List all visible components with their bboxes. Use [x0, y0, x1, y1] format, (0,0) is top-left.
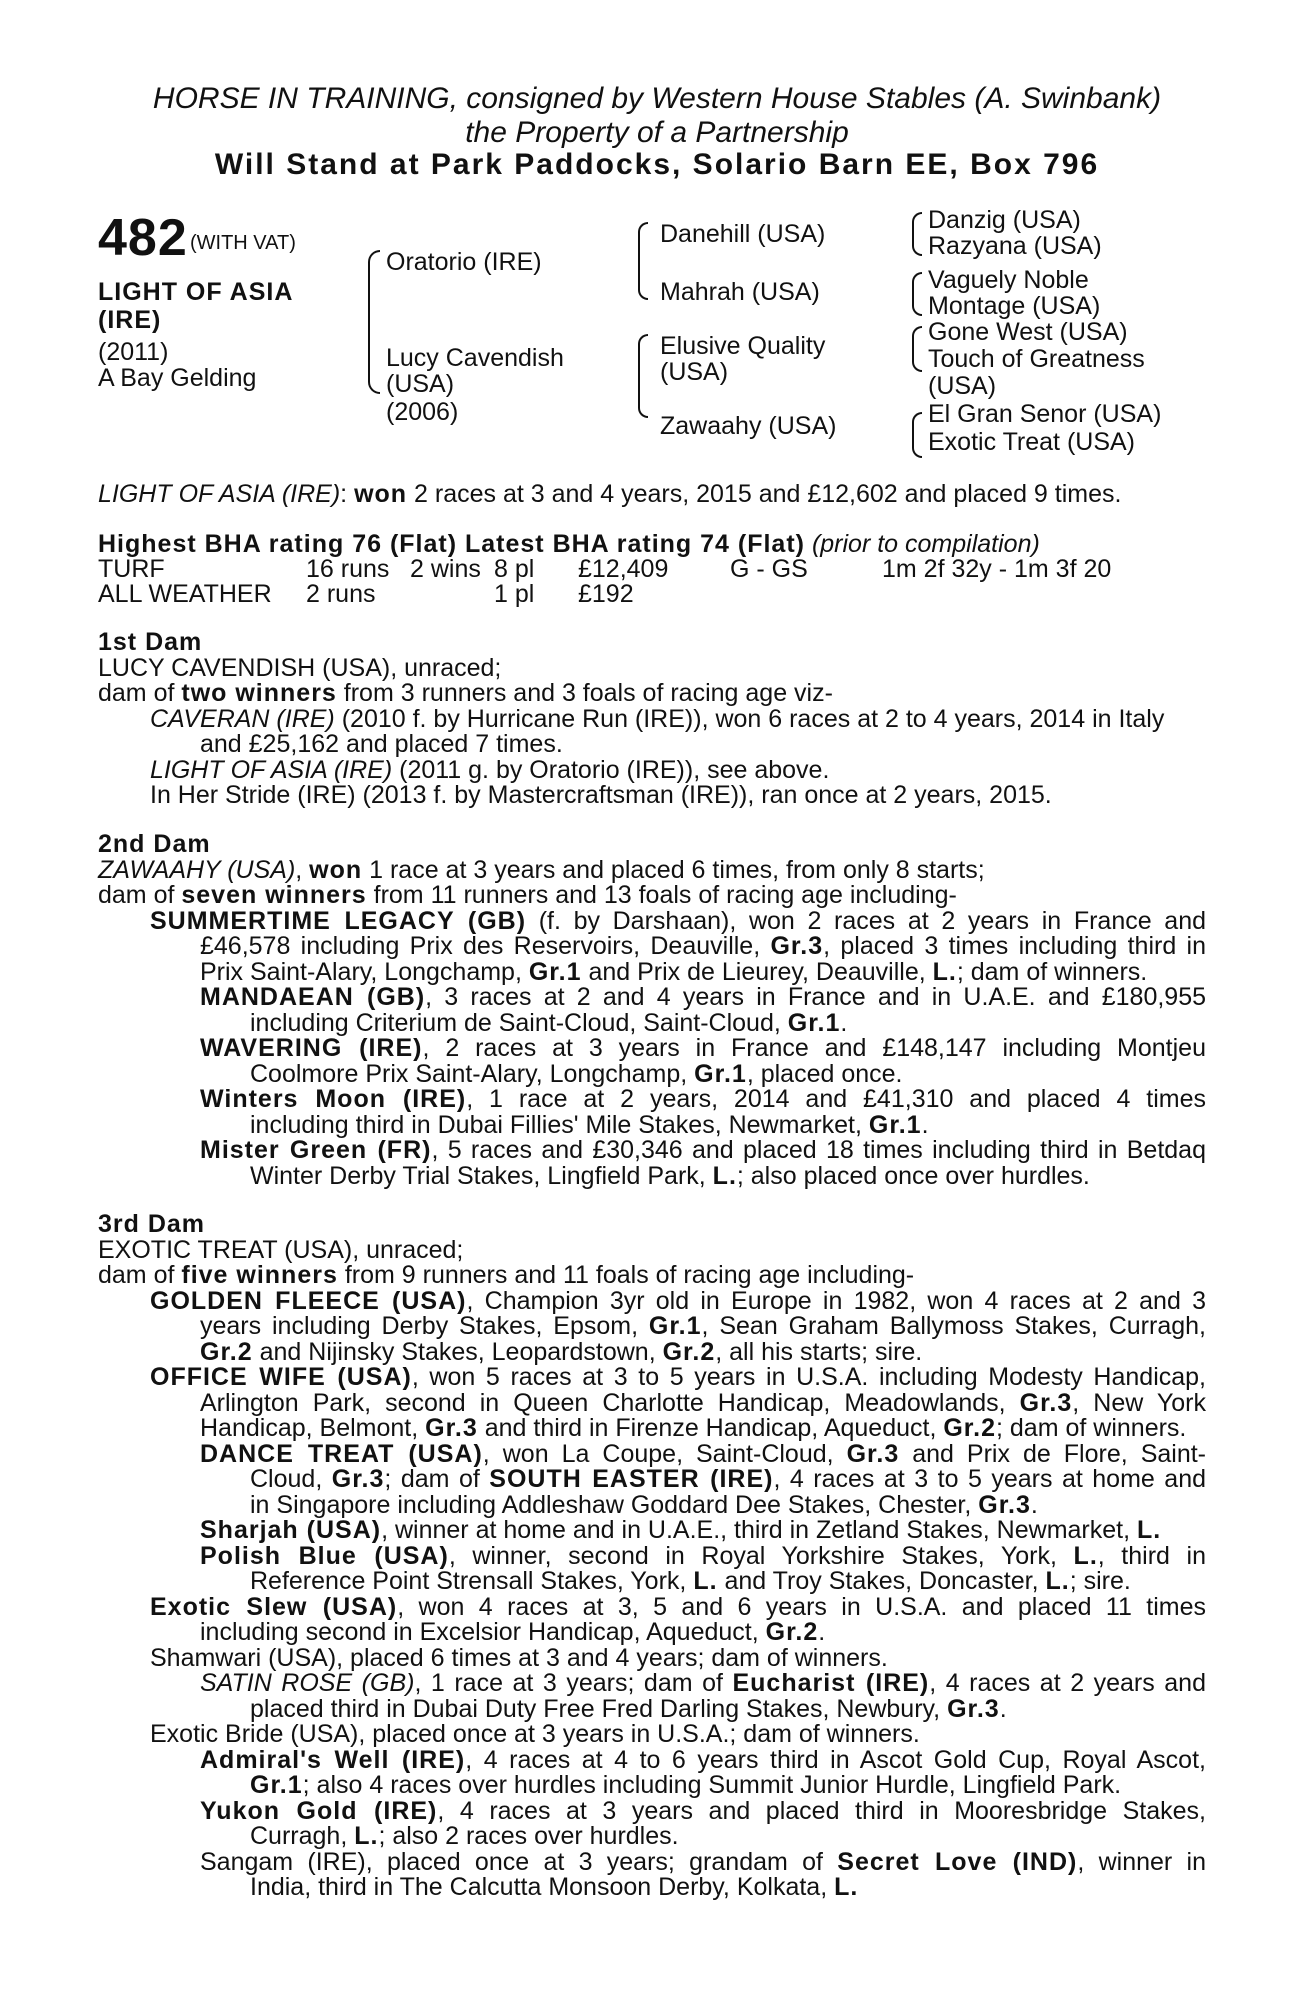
t: L.: [712, 1161, 737, 1190]
t: , winner at home and in U.A.E., third in Zetland Stakes, Newmarket,: [381, 1516, 1137, 1544]
t: Gr.3: [425, 1414, 478, 1442]
dam3-line: [98, 1824, 1206, 1850]
t: including Criterium de Saint-Cloud, Saint-Cloud,: [250, 1008, 788, 1037]
dam3-line: [98, 1569, 1206, 1595]
t: , third in: [1097, 1541, 1206, 1570]
dam2-line: [98, 1059, 1206, 1088]
pedigree-sire-sire: Danehill (USA): [660, 220, 826, 248]
t: , 3 races at 2 and 4 years in France and in U.A.E. and £180,955: [425, 983, 1206, 1011]
t: (f. by Darshaan), won 2 races at 2 years in France and: [526, 906, 1207, 935]
pedigree-g2: Razyana (USA): [928, 232, 1102, 260]
t: Polish Blue (USA): [200, 1541, 449, 1570]
t: , New York: [1072, 1388, 1206, 1417]
t: Gr.2: [662, 1337, 716, 1366]
t: L.: [932, 957, 957, 986]
t: MANDAEAN (GB): [200, 983, 426, 1011]
dam3-heading: 3rd Dam: [98, 1210, 206, 1238]
ratings-cell: 1m 2f 32y - 1m 3f 20: [882, 555, 1112, 583]
t: , Sean Graham Ballymoss Stakes, Curragh,: [701, 1312, 1206, 1340]
dam3-line: [98, 1467, 1206, 1493]
pedigree-bracket-g2: [912, 272, 922, 316]
t: SOUTH EASTER (IRE): [489, 1465, 774, 1493]
pedigree-dam-2: (USA): [386, 370, 455, 398]
dam1-line: [98, 704, 1206, 733]
pedigree-dam-3: (2006): [386, 398, 459, 426]
t: OFFICE WIFE (USA): [150, 1363, 412, 1391]
t: LIGHT OF ASIA (IRE): [150, 755, 393, 784]
t: in Singapore including Addleshaw Goddard Dee Stakes, Chester,: [250, 1490, 979, 1519]
t: ; also 4 races over hurdles including Summit Junior Hurdle, Lingfield Park.: [302, 1771, 1122, 1799]
t: Gr.1: [868, 1110, 922, 1139]
pedigree-bracket-g3: [912, 326, 922, 372]
pedigree-sire-dam: Mahrah (USA): [660, 278, 820, 306]
ratings-cell: 2 wins: [410, 555, 481, 583]
t: 1 race at 3 years and placed 6 times, from only 8 starts;: [362, 855, 985, 884]
dam3-line: [98, 1263, 1206, 1289]
t: Gr.1: [528, 957, 582, 986]
horse-year: (2011): [98, 338, 169, 366]
t: .: [999, 1694, 1007, 1723]
ratings-note: (prior to compilation): [811, 530, 1040, 558]
t: ; also 2 races over hurdles.: [378, 1822, 679, 1850]
pedigree-dam-dam: Zawaahy (USA): [660, 412, 837, 440]
pedigree-g7: El Gran Senor (USA): [928, 400, 1162, 428]
t: Curragh,: [250, 1822, 355, 1850]
t: Cloud,: [250, 1465, 332, 1493]
t: L.: [354, 1822, 379, 1850]
dam3-line: [98, 1337, 1206, 1366]
t: GOLDEN FLEECE (USA): [150, 1286, 467, 1315]
dam2-line: [98, 1138, 1206, 1164]
t: , placed 3 times including third in: [823, 932, 1206, 960]
dam2-line: [98, 1110, 1206, 1139]
t: including second in Excelsior Handicap, Aqueduct,: [200, 1618, 766, 1646]
t: , won La Coupe, Saint-Cloud,: [482, 1439, 847, 1468]
t: seven winners: [181, 881, 367, 909]
t: , 1 race at 3 years; dam of: [414, 1669, 733, 1697]
t: Gr.3: [1019, 1388, 1073, 1417]
t: won: [309, 855, 363, 884]
dam3-line: [98, 1796, 1206, 1825]
t: ZAWAAHY (USA): [98, 855, 296, 884]
summary-colon: :: [340, 480, 348, 508]
t: five winners: [181, 1261, 338, 1289]
t: WAVERING (IRE): [200, 1034, 423, 1062]
t: dam of: [98, 1261, 182, 1289]
t: SATIN ROSE (GB): [200, 1669, 415, 1697]
ratings-cell: 16 runs: [306, 555, 390, 583]
t: Secret Love (IND): [837, 1847, 1078, 1876]
dam1-line: [98, 755, 1206, 784]
t: , 4 races at 3 to 5 years at home and: [773, 1465, 1207, 1493]
t: L.: [1137, 1516, 1162, 1544]
t: India, third in The Calcutta Monsoon Derby, Kolkata,: [250, 1873, 835, 1901]
pedigree-g4: Montage (USA): [928, 292, 1101, 320]
dam3-line: [98, 1541, 1206, 1570]
horse-description: A Bay Gelding: [98, 364, 257, 392]
dam1-heading: 1st Dam: [98, 628, 203, 656]
t: (2010 f. by Hurricane Run (IRE)), won 6 races at 2 to 4 years, 2014 in Italy: [334, 704, 1165, 733]
t: Mister Green (FR): [200, 1136, 432, 1164]
t: and Prix de Lieurey, Deauville,: [581, 957, 933, 986]
dam2-section: [98, 832, 1206, 1189]
t: ; dam of: [384, 1465, 490, 1493]
dam2-line: [98, 883, 1206, 909]
t: £46,578 including Prix des Reservoirs, Deauville,: [200, 932, 771, 960]
dam3-line: [98, 1671, 1206, 1697]
lot-vat: (WITH VAT): [190, 232, 296, 254]
pedigree-dam-sire-1: Elusive Quality: [660, 332, 826, 360]
summary-won: won: [354, 480, 408, 508]
dam3-line: [98, 1439, 1206, 1468]
t: , won 4 races at 3, 5 and 6 years in U.S.A. and placed 11 times: [397, 1592, 1206, 1621]
t: Admiral's Well (IRE): [200, 1745, 466, 1774]
dam1-line: and £25,162 and placed 7 times.: [200, 730, 563, 758]
dam3-line: [98, 1490, 1206, 1519]
t: Gr.3: [947, 1694, 1000, 1723]
t: (2011 g. by Oratorio (IRE)), see above.: [392, 755, 830, 784]
t: from 9 runners and 11 foals of racing age including-: [337, 1261, 915, 1289]
dam2-line: [98, 934, 1206, 960]
t: L.: [1045, 1567, 1070, 1595]
dam3-line: [98, 1388, 1206, 1417]
t: L.: [693, 1567, 718, 1595]
dam1-line: [98, 681, 1206, 707]
dam2-line: [98, 985, 1206, 1011]
t: .: [840, 1008, 848, 1037]
ratings-cell: 2 runs: [306, 580, 376, 608]
t: DANCE TREAT (USA): [200, 1439, 483, 1468]
t: , 4 races at 2 years and: [929, 1669, 1206, 1697]
t: dam of: [98, 881, 182, 909]
ratings-cell: 1 pl: [494, 580, 535, 608]
t: , 5 races and £30,346 and placed 18 times including third in Betdaq: [431, 1136, 1206, 1164]
race-summary: [98, 480, 1121, 509]
t: Gr.2: [943, 1414, 997, 1442]
ratings-cell: £12,409: [578, 555, 669, 583]
t: two winners: [181, 679, 337, 707]
t: Gr.3: [846, 1439, 900, 1468]
pedigree-bracket-g1: [912, 212, 922, 256]
dam3-line: Exotic Bride (USA), placed once at 3 years in U.S.A.; dam of winners.: [150, 1720, 920, 1748]
t: Sharjah (USA): [200, 1516, 382, 1544]
dam1-line: In Her Stride (IRE) (2013 f. by Mastercraftsman (IRE)), ran once at 2 years, 2015.: [150, 781, 1052, 809]
ratings-heading-text: Highest BHA rating 76 (Flat) Latest BHA rating 74 (Flat): [98, 530, 805, 558]
dam3-line: [98, 1518, 1206, 1544]
t: .: [818, 1618, 826, 1646]
pedigree-bracket-sire-line: [638, 222, 648, 300]
t: including third in Dubai Fillies' Mile Stakes, Newmarket,: [250, 1110, 869, 1139]
t: Yukon Gold (IRE): [200, 1796, 438, 1825]
t: ; also placed once over hurdles.: [736, 1161, 1090, 1190]
dam1-section: [98, 630, 1206, 809]
pedigree-dam-1: Lucy Cavendish: [386, 344, 564, 372]
t: , 4 races at 3 years and placed third in Mooresbridge Stakes,: [437, 1796, 1206, 1825]
t: dam of: [98, 679, 182, 707]
t: , winner in: [1077, 1847, 1206, 1876]
t: , all his starts; sire.: [715, 1337, 923, 1366]
dam2-heading: 2nd Dam: [98, 830, 211, 858]
dam3-line: EXOTIC TREAT (USA), unraced;: [98, 1235, 464, 1264]
t: Reference Point Strensall Stakes, York,: [250, 1567, 694, 1595]
dam2-line: [98, 906, 1207, 935]
t: , Champion 3yr old in Europe in 1982, won 4 races at 2 and 3: [466, 1286, 1206, 1315]
t: and Nijinsky Stakes, Leopardstown,: [252, 1337, 663, 1366]
dam3-line: [98, 1416, 1206, 1442]
dam3-line: [98, 1847, 1206, 1876]
t: Sangam (IRE), placed once at 3 years; grandam of: [200, 1847, 838, 1876]
t: ,: [295, 855, 310, 884]
t: , 2 races at 3 years in France and £148,147 including Montjeu: [422, 1034, 1206, 1062]
ratings-row-turf: TURF: [98, 555, 165, 583]
dam2-line: [98, 1008, 1206, 1037]
pedigree-g6-2: (USA): [928, 372, 997, 400]
pedigree-g6-1: Touch of Greatness: [928, 345, 1145, 373]
t: L.: [834, 1873, 859, 1901]
dam3-line: Shamwari (USA), placed 6 times at 3 and 4 years; dam of winners.: [150, 1643, 888, 1672]
t: .: [921, 1110, 929, 1139]
dam3-section: [98, 1212, 1206, 1901]
t: ; dam of winners.: [996, 1414, 1187, 1442]
t: Gr.3: [978, 1490, 1031, 1519]
t: Gr.2: [765, 1618, 819, 1646]
pedigree-g5: Gone West (USA): [928, 318, 1128, 346]
dam2-line: [98, 855, 1206, 884]
pedigree-dam-sire-2: (USA): [660, 358, 729, 386]
dam3-line: [98, 1620, 1206, 1646]
t: Gr.1: [694, 1059, 747, 1088]
t: Gr.1: [648, 1312, 702, 1340]
t: Gr.3: [770, 932, 824, 960]
t: years including Derby Stakes, Epsom,: [200, 1312, 649, 1340]
t: Handicap, Belmont,: [200, 1414, 426, 1442]
summary-rest: 2 races at 3 and 4 years, 2015 and £12,602 and placed 9 times.: [407, 480, 1122, 508]
t: , placed once.: [746, 1059, 903, 1088]
t: Gr.1: [250, 1771, 303, 1799]
t: Winter Derby Trial Stakes, Lingfield Park,: [250, 1161, 713, 1190]
t: Arlington Park, second in Queen Charlotte Handicap, Meadowlands,: [200, 1388, 1020, 1417]
t: Exotic Slew (USA): [150, 1592, 398, 1621]
dam3-line: [98, 1875, 1206, 1901]
header-line-1: HORSE IN TRAINING, consigned by Western House Stables (A. Swinbank): [152, 82, 1162, 115]
dam1-line: LUCY CAVENDISH (USA), unraced;: [98, 653, 502, 682]
dam3-line: [98, 1286, 1206, 1315]
summary-name: LIGHT OF ASIA (IRE): [98, 480, 341, 508]
t: Eucharist (IRE): [732, 1669, 930, 1697]
dam2-line: [98, 957, 1206, 986]
t: Gr.2: [200, 1337, 253, 1366]
dam2-line: [98, 1036, 1206, 1062]
ratings-cell: £192: [578, 580, 634, 608]
t: and third in Firenze Handicap, Aqueduct,: [477, 1414, 944, 1442]
header-line-3: Will Stand at Park Paddocks, Solario Barn EE, Box 796: [214, 148, 1100, 181]
t: and Prix de Flore, Saint-: [899, 1439, 1206, 1468]
pedigree-sire: Oratorio (IRE): [386, 248, 542, 276]
pedigree-bracket-sire-dam: [368, 250, 380, 394]
header-line-2: the Property of a Partnership: [465, 116, 849, 149]
lot-number: 482: [98, 209, 188, 267]
ratings-row-aw: ALL WEATHER: [98, 580, 272, 608]
dam3-line: [98, 1592, 1206, 1621]
pedigree-bracket-g4: [912, 412, 922, 458]
t: , 1 race at 2 years, 2014 and £41,310 and placed 4 times: [466, 1085, 1207, 1113]
t: , 4 races at 4 to 6 years third in Ascot Gold Cup, Royal Ascot,: [465, 1745, 1206, 1774]
dam2-line: [98, 1087, 1206, 1113]
t: Gr.1: [787, 1008, 841, 1037]
pedigree-g1: Danzig (USA): [928, 206, 1081, 234]
t: placed third in Dubai Duty Free Fred Darling Stakes, Newbury,: [250, 1694, 948, 1723]
t: Gr.3: [331, 1465, 385, 1493]
pedigree-bracket-dam-line: [638, 334, 648, 418]
t: Prix Saint-Alary, Longchamp,: [200, 957, 529, 986]
ratings-cell: G - GS: [730, 555, 808, 583]
t: .: [1030, 1490, 1038, 1519]
dam2-line: [98, 1161, 1206, 1190]
dam3-line: [98, 1745, 1206, 1774]
pedigree-g8: Exotic Treat (USA): [928, 428, 1135, 456]
pedigree-g3: Vaguely Noble: [928, 266, 1089, 294]
t: ; dam of winners.: [956, 957, 1148, 986]
t: from 3 runners and 3 foals of racing age viz-: [336, 679, 833, 707]
ratings-cell: 8 pl: [494, 555, 535, 583]
t: Winters Moon (IRE): [200, 1085, 467, 1113]
t: and Troy Stakes, Doncaster,: [717, 1567, 1046, 1595]
t: L.: [1073, 1541, 1098, 1570]
dam3-line: [98, 1773, 1206, 1799]
t: Coolmore Prix Saint-Alary, Longchamp,: [250, 1059, 695, 1088]
t: , won 5 races at 3 to 5 years in U.S.A. including Modesty Handicap,: [411, 1363, 1206, 1391]
t: from 11 runners and 13 foals of racing age including-: [366, 881, 957, 909]
dam3-line: [98, 1314, 1206, 1340]
horse-name: LIGHT OF ASIA (IRE): [98, 278, 293, 334]
t: , winner, second in Royal Yorkshire Stakes, York,: [448, 1541, 1074, 1570]
t: SUMMERTIME LEGACY (GB): [150, 906, 527, 935]
t: ; sire.: [1069, 1567, 1131, 1595]
t: CAVERAN (IRE): [150, 704, 335, 733]
dam3-line: [98, 1365, 1206, 1391]
dam3-line: [98, 1694, 1206, 1723]
